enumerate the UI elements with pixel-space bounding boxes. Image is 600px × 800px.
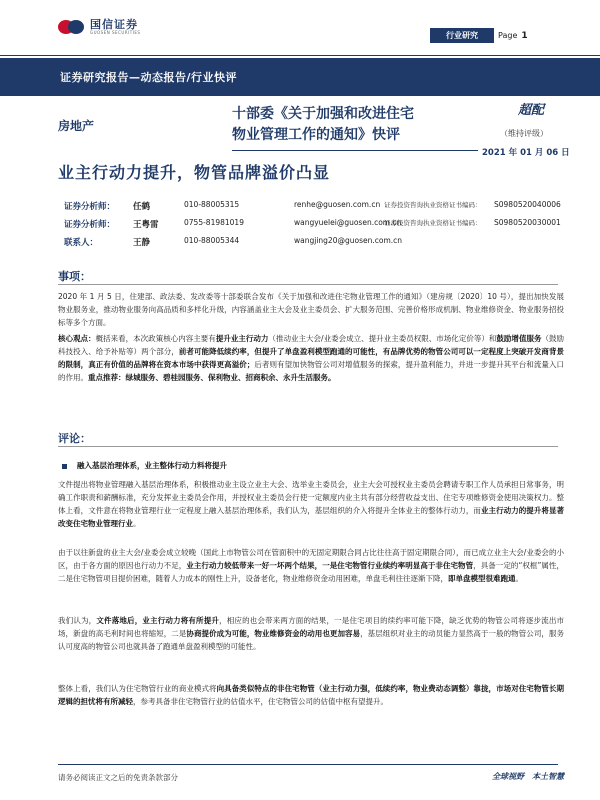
headline: 业主行动力提升，物管品牌溢价凸显 [58,163,331,182]
comments-paragraph-1 [58,478,564,530]
text-span: 我们认为， [58,616,97,625]
bullet-square-icon [62,464,67,469]
emphasis-span: 向具备类似特点的非住宅物管（业主行动力强，低续约率，物业费动态调整）靠拢 [216,684,489,693]
analyst-name: 王静 [133,238,151,248]
text-span: ，相应的也会带来两方面的结果，一是住宅项目的续约率可能下降， [219,616,450,625]
core-view-label: 核心观点： [58,334,96,343]
title-line-2: 物业管理工作的通知》快评 [232,127,400,143]
guosen-logo [58,18,140,36]
analyst-name: 任鹤 [133,202,151,212]
text-span: 缺乏优势的物管公司将逐步流出市场，新盘的高毛利时间也将缩短，二是 [58,616,565,638]
analyst-qual-no: S0980520030001 [494,218,561,227]
text-span: ，参考具备非住宅物管行业的估值水平，住宅物管公司的估值中枢有望提升。 [133,697,388,706]
text-span: ，基层组织对业主的动员能力显然高于一般的物管公司，服务认可度高的物管公司也就具备了跑通单盘盈利模型的可能性。 [58,629,565,651]
text-span: 整体上看，我们认为住宅物管行业的商业模式将 [58,684,217,693]
emphasis-span: ，市场对住宅物管长期逻辑的担忧将有所减轻 [58,684,565,706]
analyst-role: 联系人： [64,238,99,248]
analyst-email[interactable]: wangyuelei@guosen.com.cn [294,218,402,227]
report-type-tag: 行业研究 [430,28,494,43]
text-span: （推动业主大会/业委会成立、提升业主委员权限、市场化定价等）和 [268,334,497,343]
analyst-phone: 0755-81981019 [184,218,244,227]
analyst-qual-label: 证券投资咨询执业资格证书编码： [384,201,482,209]
text-span: （鼓励科技投入、给予补贴等）两个部分， [58,334,565,356]
events-divider [58,284,558,285]
analyst-role: 证券分析师： [64,220,116,230]
emphasis-span: 提升业主行动力 [215,334,269,343]
rating-note: （维持评级） [500,129,548,138]
text-span: 。 [515,574,523,583]
comments-paragraph-3 [58,614,564,653]
recommendation-span: 重点推荐：绿城服务、碧桂园服务、保利物业、招商积余、永升生活服务。 [88,373,336,382]
analyst-qual-no: S0980520040006 [494,200,561,209]
emphasis-span: 协商提价成为可能，物业维修资金的动用也更加容易 [186,629,361,638]
text-span: 文件提出将物业管理融入基层治理体系，积极推动业主设立业主大会、选举业主委员会，业主大会可授权业主委员会聘请专职工作人员承担日常事务，明确工作职责和薪酬标准，充分发挥业主委员会作用，并授权业主委员会行使一定额度内业主共有部分经营收益支出、住宅专项维修资金使用决策权力。整体上看，文件意在将物业管理行业一定程度上融入基层治理体系，我们认为，基层组织的介入将提升全体业主的整体行动力，而 [58,480,564,515]
banner-text: 证券研究报告—动态报告/行业快评 [60,71,238,84]
emphasis-span: 即单盘模型很难跑通 [448,574,516,583]
logo-mark-icon [58,18,86,36]
comment-bullet [62,460,227,471]
bullet-text: 融入基层治理体系，业主整体行动力料将提升 [77,461,227,470]
analyst-qual-label: 证券投资咨询执业资格证书编码： [384,219,482,227]
text-span: 。 [133,519,141,528]
footer-slogan: 全球视野 本土智慧 [492,771,564,781]
disclaimer-note: 请务必阅读正文之后的免责条款部分 [58,773,178,782]
rating: 超配 [518,103,545,118]
page-indicator [498,28,558,43]
report-date: 2021 年 01 月 06 日 [478,146,574,158]
analyst-name: 王粤雷 [133,220,159,230]
analyst-phone: 010-88005344 [184,236,240,245]
text-span: 由于以往新盘的业主大会/业委会成立较晚（国此上市物管公司在管面积中的无固定期限合同占比往往高于固定期限合同），而已成立业主大会/业委会的小区，由于各方面的原因也行动力不足， [58,548,564,570]
page-label: Page [498,31,518,40]
title-line-1: 十部委《关于加强和改进住宅 [232,106,414,122]
comments-paragraph-2 [58,546,564,585]
emphasis-span: 业主行动力较低带来一好一坏两个结果，一是住宅物管行业续约率明显高于非住宅物管 [186,561,474,570]
text-span: 后者则有望加快物管公司对增值服务的探索，提升盈利能力，并进一步提升其平台和流量入口的作用。 [58,360,564,382]
events-paragraph-1: 2020 年 1 月 5 日，住建部、政法委、发改委等十部委联合发布《关于加强和改进住宅物业管理工作的通知》（建房规〔2020〕10 号），提出加快发展物业服务业，推动物业服务向高品质和多样化升级，内容涵盖业主大会及业主委员会、扩大服务范围、完善价格形成机制、物业维修资金、物业服务招投标等多个方面。 [58,292,564,327]
report-title [232,104,482,146]
analyst-email[interactable]: renhe@guosen.com.cn [294,200,381,209]
comments-divider [58,446,558,447]
sector-label: 房地产 [58,119,95,133]
analyst-role: 证券分析师： [64,202,116,212]
footer-divider [58,764,558,765]
text-span: 概括来看，本次政策核心内容主要有 [95,334,216,343]
comments-heading: 评论： [58,432,91,445]
page-number: 1 [521,30,528,41]
header-divider [0,55,600,56]
events-paragraph-2 [58,332,564,384]
emphasis-span: 前者可能降低续约率，但提升了单盘盈利模型跑通的可能性，有品牌优势的物管公司可以一定程度上突破开发商背景的限制，真正有价值的品牌将在资本市场中获得更高溢价； [58,347,565,369]
events-heading: 事项： [58,270,91,283]
text-span: ，具备一定的“权框”属性，二是住宅物管项目提价困难，随着人力成本的刚性上升，设备老化，物业维修资金动用困难，单盘毛利往往逐渐下降， [58,561,565,583]
logo-cn-text: 国信证券 [90,18,138,31]
analyst-phone: 010-88005315 [184,200,240,209]
report-banner [0,58,600,96]
logo-en-text: GUOSEN SECURITIES [90,30,141,35]
emphasis-span: 业主行动力的提升将显著改变住宅物业管理行业 [58,506,564,528]
comments-paragraph-4 [58,682,564,708]
emphasis-span: 文件落地后，业主行动力将有所提升 [96,616,220,625]
analyst-email[interactable]: wangjing20@guosen.com.cn [294,236,403,245]
emphasis-span: 鼓励增值服务 [496,334,542,343]
